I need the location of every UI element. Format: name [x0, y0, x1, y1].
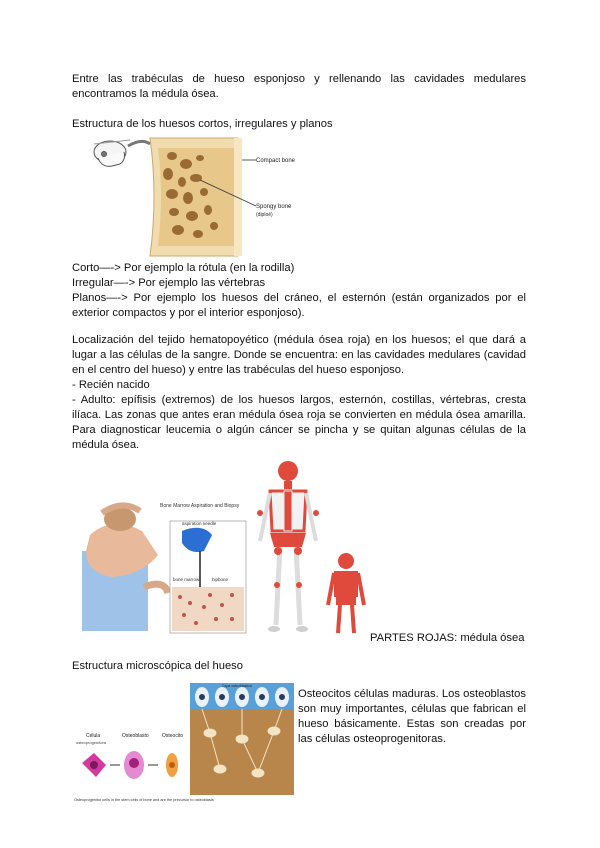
skeletons-figure	[250, 455, 368, 639]
location-paragraph: Localización del tejido hematopoyético (médula ósea roja) en los huesos; el que dará a lugar a las células de la sangre. Donde se encuentra: en las cavidades medulares (cavidad en el centro del hueso) y entre las trabéculas del hueso esponjoso.	[72, 334, 526, 376]
short-bones-title: Estructura de los huesos cortos, irregulares y planos	[72, 118, 333, 130]
skeleton-caption-block	[370, 631, 540, 646]
location-section	[72, 333, 526, 453]
cell-label-1-sub: osteoprogenitora	[76, 740, 107, 745]
spongy-bone-sublabel: (diploë)	[256, 212, 273, 218]
bone-cells-figure	[72, 683, 294, 805]
micro-title: Estructura microscópica del hueso	[72, 660, 243, 672]
intro-text: Entre las trabéculas de hueso esponjoso y rellenando las cavidades medulares encontramos la médula ósea.	[72, 73, 526, 100]
adult-skeleton	[257, 461, 319, 632]
cell-label-3: Osteocito	[162, 733, 184, 739]
marrow-label: bone marrow	[173, 577, 200, 582]
aspiration-title: Bone Marrow Aspiration and Biopsy	[160, 503, 240, 509]
bone-types-list	[72, 261, 526, 321]
hipbone-label: hipbone	[212, 577, 229, 582]
cell-label-2: Osteoblasto	[122, 733, 149, 739]
matrix-top-label: Capa osteoblástica	[222, 684, 252, 688]
bone-type-flat: Planos—-> Por ejemplo los huesos del cráneo, el esternón (están organizados por el exterior compactos y por el interior esponjoso).	[72, 292, 526, 319]
compact-bone-label: Compact bone	[256, 158, 296, 164]
cells-figure-caption: Osteoprogenitor cells in the stem cells of bone and are the precursor to osteoblasts	[74, 798, 214, 802]
arrow-icon	[128, 141, 150, 146]
intro-paragraph	[72, 72, 526, 102]
cells-section	[298, 687, 526, 747]
marrow-aspiration-figure	[72, 495, 248, 635]
bone-slab	[150, 138, 242, 256]
bone-type-irregular: Irregular—-> Por ejemplo las vértebras	[72, 277, 266, 289]
skeleton-caption: PARTES ROJAS: médula ósea	[370, 632, 525, 644]
child-skeleton	[328, 553, 364, 633]
cell-label-1: Célula	[86, 733, 101, 739]
bone-type-short: Corto—-> Por ejemplo la rótula (en la rodilla)	[72, 262, 295, 274]
short-bones-heading	[72, 117, 526, 132]
marrow-inset	[170, 521, 246, 633]
skull-sketch	[94, 140, 130, 166]
micro-heading	[72, 659, 526, 674]
newborn-item: - Recién nacido	[72, 379, 150, 391]
bone-cross-section-figure	[88, 134, 296, 259]
osteocyte-matrix	[190, 683, 294, 795]
cells-paragraph: Osteocitos células maduras. Los osteoblastos son muy importantes, células que fabrican el hueso básicamente. Estas son creadas por las células osteoprogenitoras.	[298, 688, 526, 745]
needle-label: aspiration needle	[182, 521, 217, 526]
spongy-bone-label: Spongy bone	[256, 204, 292, 210]
adult-item: - Adulto: epífisis (extremos) de los huesos largos, esternón, costillas, vértebras, cresta ilíaca. Las zonas que antes eran médula ósea roja se convierten en médula ósea amarilla. Para diagnosticar leucemia o algún cáncer se pincha y se quitan algunas células de la médula ósea.	[72, 394, 526, 451]
